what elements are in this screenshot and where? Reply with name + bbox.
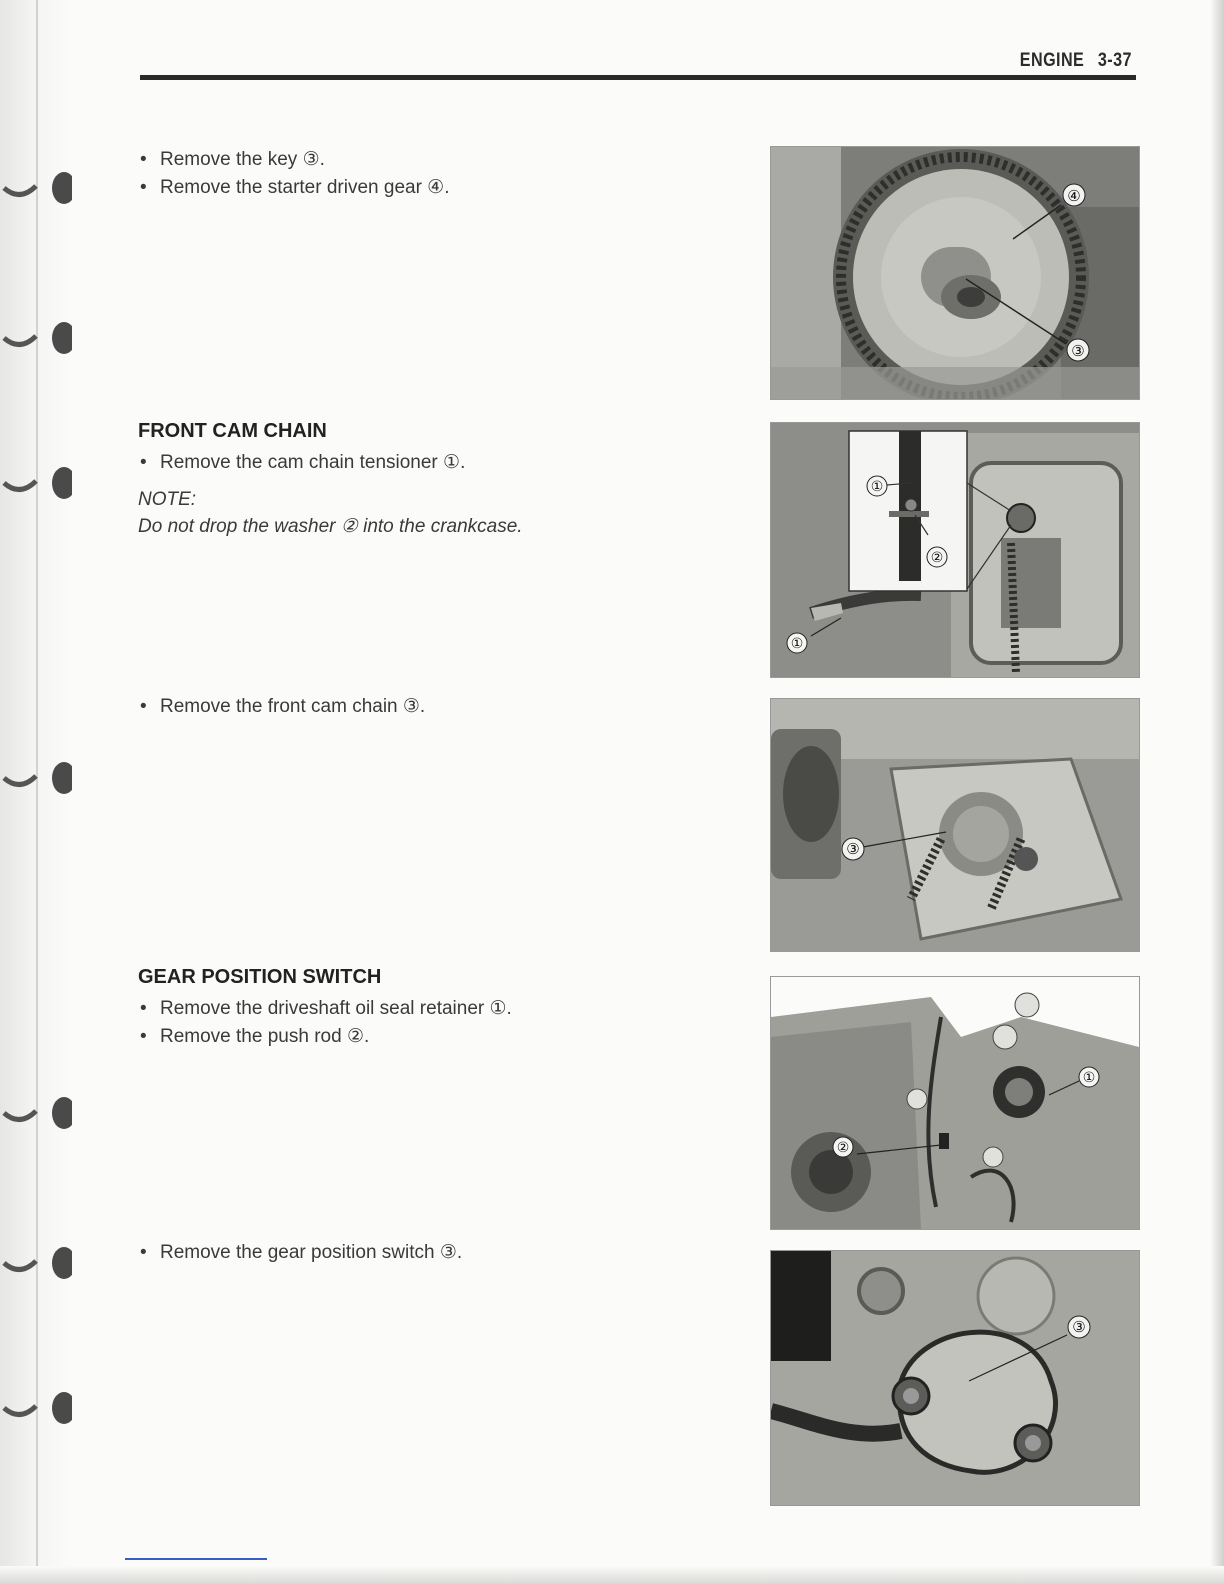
bullet-item: • Remove the push rod ②. [138,1023,698,1051]
bullet-item: • Remove the driveshaft oil seal retainer ①. [138,995,698,1023]
binder-ring [0,150,72,220]
binder-ring [0,1370,72,1440]
photo-starter-driven-gear [770,146,1140,400]
photo-oil-seal-retainer [770,976,1140,1230]
callout-label: ③ [1072,1318,1086,1336]
step-remove-switch [138,1239,698,1267]
binder-ring [0,300,72,370]
photo-cam-chain-tensioner [770,422,1140,678]
note-text: Do not drop the washer ② into the crankcase. [138,516,523,537]
callout-label: ① [790,636,804,652]
callout-label: ② [836,1140,850,1156]
callout-label: ④ [1067,187,1081,205]
section-heading: GEAR POSITION SWITCH [138,966,382,988]
bullet-item: • Remove the key ③. [138,146,698,174]
step-remove-cam-chain [138,693,698,721]
binder-ring [0,445,72,515]
note-label: NOTE: [138,489,197,510]
page-edge-shadow [1210,0,1224,1584]
binder-ring [0,1075,72,1145]
callout-label: ② [930,550,944,566]
callout-label: ① [870,479,884,495]
page-header [140,46,1136,80]
section-front-cam-chain [138,420,698,541]
binder-ring [0,740,72,810]
step-remove-key [138,146,698,202]
bullet-item: • Remove the starter driven gear ④. [138,174,698,202]
header-rule [140,75,1136,80]
page-bottom-shadow [0,1566,1224,1584]
photo-front-cam-chain [770,698,1140,952]
callout-label: ③ [846,840,860,858]
section-title: ENGINE [1019,50,1085,71]
page-number: 3-37 [1097,50,1132,71]
callout-label: ③ [1071,342,1085,360]
section-gear-position-switch [138,966,698,1051]
section-heading: FRONT CAM CHAIN [138,420,327,442]
header-text [1006,50,1132,72]
bottom-link-underline [125,1558,267,1560]
photo-gear-position-switch [770,1250,1140,1506]
bullet-item: • Remove the cam chain tensioner ①. [138,449,698,477]
callout-label: ① [1082,1070,1096,1086]
bullet-item: • Remove the front cam chain ③. [138,693,698,721]
binder-ring [0,1225,72,1295]
bullet-item: • Remove the gear position switch ③. [138,1239,698,1267]
